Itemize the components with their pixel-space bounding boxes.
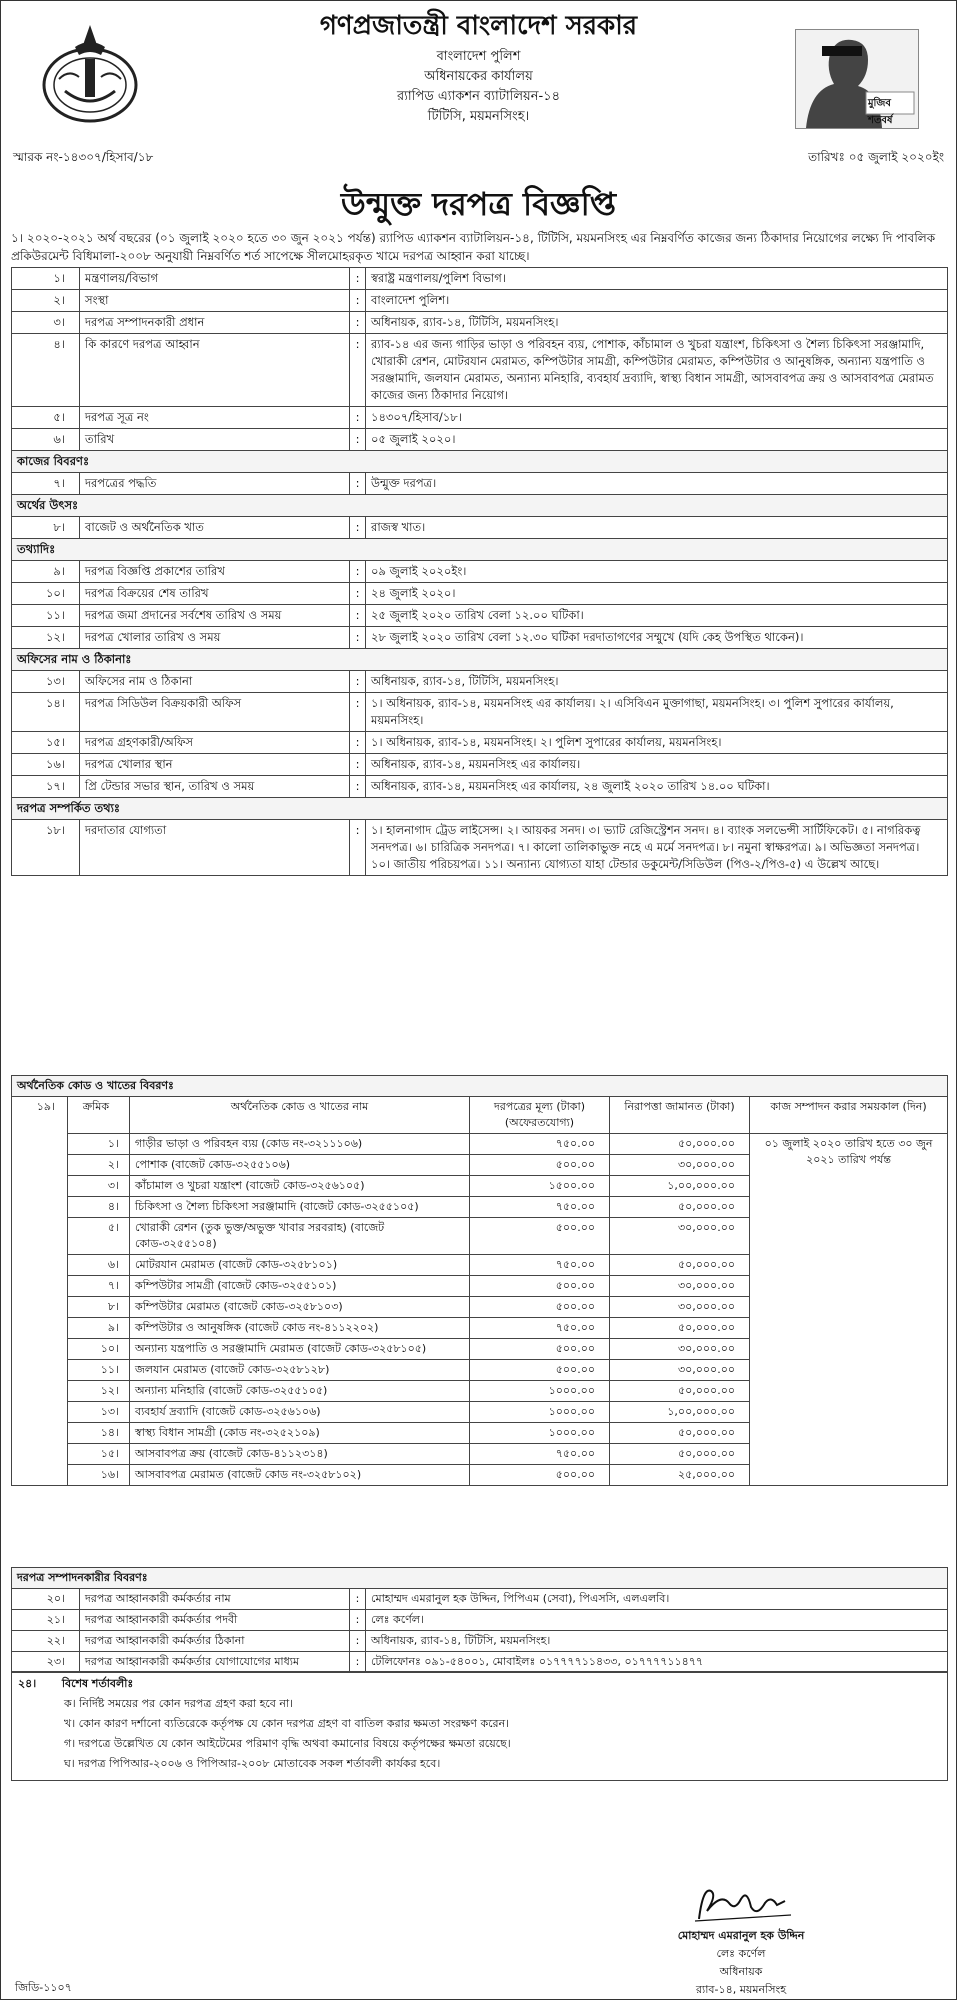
code-price: ৭৫০.০০ xyxy=(470,1197,610,1218)
code-serial: ৯। xyxy=(68,1318,130,1339)
row-number: ১৬। xyxy=(12,754,80,776)
officer-row-number: ২০। xyxy=(12,1589,80,1610)
code-name: অন্যান্য মনিহারি (বাজেট কোড-৩২৫৫১০৫) xyxy=(130,1381,470,1402)
officer-row-number: ২২। xyxy=(12,1631,80,1652)
code-serial: ১০। xyxy=(68,1339,130,1360)
codes-header-name: অর্থনৈতিক কোড ও খাতের নাম xyxy=(130,1097,470,1134)
row-label: দরপত্র খোলার তারিখ ও সময় xyxy=(80,627,350,649)
row-colon: : xyxy=(350,473,366,495)
officer-row-value: মোহাম্মদ এমরানুল হক উদ্দিন, পিপিএম (সেবা), পিএসসি, এলএলবি। xyxy=(366,1589,948,1610)
terms-item: গ। দরপত্রে উল্লেখিত যে কোন আইটেমের পরিমাণ বৃদ্ধি অথবা কমানোর বিষয়ে কর্তৃপক্ষের ক্ষমতা রয়েছে। xyxy=(64,1737,511,1750)
detail-row xyxy=(12,732,948,754)
detail-row xyxy=(12,605,948,627)
signatory-title: অধিনায়ক xyxy=(719,1965,763,1978)
section-row xyxy=(12,798,948,820)
row-number: ১৪। xyxy=(12,693,80,732)
code-price: ৫০০.০০ xyxy=(470,1360,610,1381)
code-security: ৫০,০০০.০০ xyxy=(610,1318,750,1339)
row-value: অধিনায়ক, র‍্যাব-১৪, টিটিসি, ময়মনসিংহ। xyxy=(366,312,948,334)
detail-row xyxy=(12,754,948,776)
row-number: ১৭। xyxy=(12,776,80,798)
row-number: ১৮। xyxy=(12,820,80,876)
code-name: পোশাক (বাজেট কোড-৩২৫৫১০৬) xyxy=(130,1155,470,1176)
code-security: ৩০,০০০.০০ xyxy=(610,1297,750,1318)
detail-row xyxy=(12,693,948,732)
officer-row-label: দরপত্র আহ্বানকারী কর্মকর্তার ঠিকানা xyxy=(80,1631,350,1652)
code-name: জলযান মেরামত (বাজেট কোড-৩২৫৮১২৮) xyxy=(130,1360,470,1381)
code-serial: ২। xyxy=(68,1155,130,1176)
officer-row-colon: : xyxy=(350,1652,366,1673)
row-colon: : xyxy=(350,290,366,312)
row-colon: : xyxy=(350,776,366,798)
row-colon: : xyxy=(350,732,366,754)
code-price: ১০০০.০০ xyxy=(470,1402,610,1423)
row-label: দরপত্র বিক্রয়ের শেষ তারিখ xyxy=(80,583,350,605)
row-value: ১৪৩০৭/হিসাব/১৮। xyxy=(366,407,948,429)
code-security: ৫০,০০০.০০ xyxy=(610,1423,750,1444)
row-number: ৪। xyxy=(12,334,80,407)
code-security: ৩০,০০০.০০ xyxy=(610,1155,750,1176)
row-colon: : xyxy=(350,268,366,290)
section-row xyxy=(12,451,948,473)
officer-row-number: ২১। xyxy=(12,1610,80,1631)
code-serial: ৮। xyxy=(68,1297,130,1318)
signatory-rank: লেঃ কর্ণেল xyxy=(716,1947,766,1960)
code-name: চিকিৎসা ও শৈল্য চিকিৎসা সরঞ্জামাদি (বাজেট কোড-৩২৫৫১০৫) xyxy=(130,1197,470,1218)
row-number: ৮। xyxy=(12,517,80,539)
code-serial: ৭। xyxy=(68,1276,130,1297)
officers-section-title: দরপত্র সম্পাদনকারীর বিবরণঃ xyxy=(12,1568,948,1589)
code-serial: ১। xyxy=(68,1134,130,1155)
code-serial: ৬। xyxy=(68,1255,130,1276)
detail-row xyxy=(12,820,948,876)
signature-icon xyxy=(681,1881,801,1927)
header-line-3: র‍্যাপিড এ্যাকশন ব্যাটালিয়ন-১৪ xyxy=(396,89,561,104)
police-emblem-icon xyxy=(39,19,141,127)
row-colon: : xyxy=(350,517,366,539)
code-name: খোরাকী রেশন (তুক ভুক্ত/অভুক্ত খাবার সরবরাহ) (বাজেট কোড-৩২৫৫১০৪) xyxy=(130,1218,470,1255)
row-number: ৬। xyxy=(12,429,80,451)
row-colon: : xyxy=(350,671,366,693)
row-colon: : xyxy=(350,561,366,583)
row-colon: : xyxy=(350,754,366,776)
code-name: ব্যবহার্য দ্রব্যাদি (বাজেট কোড-৩২৫৬১০৬) xyxy=(130,1402,470,1423)
section-title: দরপত্র সম্পর্কিত তথ্যঃ xyxy=(12,798,948,820)
terms-title: বিশেষ শর্তাবলীঃ xyxy=(61,1677,134,1690)
row-value: অধিনায়ক, র‍্যাব-১৪, ময়মনসিংহ এর কার্যালয়, ২৪ জুলাই ২০২০ তারিখ ১৪.০০ ঘটিকা। xyxy=(366,776,948,798)
row-number: ৯। xyxy=(12,561,80,583)
row-value: বাংলাদেশ পুলিশ। xyxy=(366,290,948,312)
detail-row xyxy=(12,671,948,693)
officer-row xyxy=(12,1631,948,1652)
detail-row xyxy=(12,776,948,798)
code-price: ১০০০.০০ xyxy=(470,1381,610,1402)
code-security: ২৫,০০০.০০ xyxy=(610,1465,750,1486)
row-label: দরদাতার যোগ্যতা xyxy=(80,820,350,876)
detail-row xyxy=(12,473,948,495)
code-price: ৫০০.০০ xyxy=(470,1276,610,1297)
detail-row xyxy=(12,583,948,605)
codes-row-number: ১৯। xyxy=(12,1097,68,1486)
row-colon: : xyxy=(350,693,366,732)
code-security: ৫০,০০০.০০ xyxy=(610,1134,750,1155)
code-security: ৫০,০০০.০০ xyxy=(610,1444,750,1465)
code-serial: ১১। xyxy=(68,1360,130,1381)
code-serial: ১৪। xyxy=(68,1423,130,1444)
notice-date: তারিখঃ ০৫ জুলাই ২০২০ইং xyxy=(808,150,944,164)
signatory-unit: র‍্যাব-১৪, ময়মনসিংহ xyxy=(696,1983,786,1996)
row-number: ২। xyxy=(12,290,80,312)
codes-header-serial: ক্রমিক xyxy=(68,1097,130,1134)
row-colon: : xyxy=(350,429,366,451)
row-value: ২৫ জুলাই ২০২০ তারিখ বেলা ১২.০০ ঘটিকা। xyxy=(366,605,948,627)
code-security: ৫০,০০০.০০ xyxy=(610,1255,750,1276)
section-row xyxy=(12,649,948,671)
row-colon: : xyxy=(350,334,366,407)
detail-row xyxy=(12,334,948,407)
footer-code: জিডি-১১০৭ xyxy=(15,1981,72,1994)
code-name: কাঁচামাল ও খুচরা যন্ত্রাংশ (বাজেট কোড-৩২৫৬১০৫) xyxy=(130,1176,470,1197)
terms-number: ২৪। xyxy=(18,1677,37,1690)
section-row xyxy=(12,539,948,561)
row-label: কি কারণে দরপত্র আহ্বান xyxy=(80,334,350,407)
row-label: দরপত্র গ্রহণকারী/অফিস xyxy=(80,732,350,754)
row-label: দরপত্র বিজ্ঞপ্তি প্রকাশের তারিখ xyxy=(80,561,350,583)
terms-item: ক। নির্দিষ্ট সময়ের পর কোন দরপত্র গ্রহণ করা হবে না। xyxy=(64,1697,294,1710)
row-colon: : xyxy=(350,583,366,605)
header-line-1: বাংলাদেশ পুলিশ xyxy=(436,49,521,64)
code-security: ৩০,০০০.০০ xyxy=(610,1360,750,1381)
officer-row-label: দরপত্র আহ্বানকারী কর্মকর্তার নাম xyxy=(80,1589,350,1610)
row-colon: : xyxy=(350,627,366,649)
row-value: ২৪ জুলাই ২০২০। xyxy=(366,583,948,605)
row-colon: : xyxy=(350,407,366,429)
code-price: ৫০০.০০ xyxy=(470,1297,610,1318)
section-title: তথ্যাদিঃ xyxy=(12,539,948,561)
notice-title: উন্মুক্ত দরপত্র বিজ্ঞপ্তি xyxy=(340,185,617,223)
intro-paragraph: ১। ২০২০-২০২১ অর্থ বছরের (০১ জুলাই ২০২০ হতে ৩০ জুন ২০২১ পর্যন্ত) র‍্যাপিড এ্যাকশন ব্যাটালিয়ন-১৪, টিটিসি, ময়মনসিংহ এর নিম্নবর্ণিত কাজের জন্য ঠিকাদার নিয়োগের লক্ষ্যে দি পাবলিক প্রকিউরমেন্ট বিধিমালা-২০০৮ অনুযায়ী নিম্নবর্ণিত শর্ত সাপেক্ষে সীলমোহরকৃত খামে দরপত্র আহ্বান করা যাচ্ছে। xyxy=(11,231,936,263)
code-security: ৫০,০০০.০০ xyxy=(610,1197,750,1218)
row-label: অফিসের নাম ও ঠিকানা xyxy=(80,671,350,693)
code-serial: ১৩। xyxy=(68,1402,130,1423)
row-label: দরপত্র জমা প্রদানের সর্বশেষ তারিখ ও সময় xyxy=(80,605,350,627)
row-number: ১০। xyxy=(12,583,80,605)
row-number: ১। xyxy=(12,268,80,290)
section-title: অর্থের উৎসঃ xyxy=(12,495,948,517)
row-value: ২৮ জুলাই ২০২০ তারিখ বেলা ১২.৩০ ঘটিকা দরদাতাগণের সম্মুখে (যদি কেহ উপস্থিত থাকেন)। xyxy=(366,627,948,649)
codes-header-period: কাজ সম্পাদন করার সময়কাল (দিন) xyxy=(750,1097,948,1134)
terms-item: খ। কোন কারণ দর্শানো ব্যতিরেকে কর্তৃপক্ষ যে কোন দরপত্র গ্রহণ বা বাতিল করার ক্ষমতা সংরক্ষণ করেন। xyxy=(64,1717,510,1730)
row-colon: : xyxy=(350,820,366,876)
officer-row-colon: : xyxy=(350,1631,366,1652)
row-number: ৩। xyxy=(12,312,80,334)
code-price: ৭৫০.০০ xyxy=(470,1444,610,1465)
row-value: স্বরাষ্ট্র মন্ত্রণালয়/পুলিশ বিভাগ। xyxy=(366,268,948,290)
row-number: ৫। xyxy=(12,407,80,429)
code-name: আসবাবপত্র মেরামত (বাজেট কোড নং-৩২৫৮১০২) xyxy=(130,1465,470,1486)
code-security: ৩০,০০০.০০ xyxy=(610,1339,750,1360)
officer-row xyxy=(12,1652,948,1673)
memo-number: স্মারক নং-১৪৩০৭/হিসাব/১৮ xyxy=(13,150,154,164)
row-value: ১। অধিনায়ক, র‍্যাব-১৪, ময়মনসিংহ এর কার্যালয়। ২। এসিবিএন মুক্তাগাছা, ময়মনসিংহ। ৩। পুলিশ সুপারের কার্যালয়, ময়মনসিংহ। xyxy=(366,693,948,732)
portrait-caption: মুজিব শতবর্ষ xyxy=(868,98,893,126)
row-colon: : xyxy=(350,605,366,627)
row-label: প্রি টেন্ডার সভার স্থান, তারিখ ও সময় xyxy=(80,776,350,798)
code-security: ৫০,০০০.০০ xyxy=(610,1381,750,1402)
signature-block xyxy=(611,1881,871,1999)
code-serial: ১২। xyxy=(68,1381,130,1402)
codes-header-price: দরপত্রের মূল্য (টাকা) (অফেরতযোগ্য) xyxy=(470,1097,610,1134)
code-name: অন্যান্য যন্ত্রপাতি ও সরঞ্জামাদি মেরামত (বাজেট কোড-৩২৫৮১০৫) xyxy=(130,1339,470,1360)
row-number: ১১। xyxy=(12,605,80,627)
code-security: ৩০,০০০.০০ xyxy=(610,1218,750,1255)
row-value: ১। অধিনায়ক, র‍্যাব-১৪, ময়মনসিংহ। ২। পুলিশ সুপারের কার্যালয়, ময়মনসিংহ। xyxy=(366,732,948,754)
portrait-photo xyxy=(795,29,919,129)
code-period: ০১ জুলাই ২০২০ তারিখ হতে ৩০ জুন ২০২১ তারিখ পর্যন্ত xyxy=(750,1134,948,1486)
signatory-name: মোহাম্মদ এমরানুল হক উদ্দিন xyxy=(677,1929,805,1942)
code-price: ৭৫০.০০ xyxy=(470,1318,610,1339)
codes-section-title: অর্থনৈতিক কোড ও খাতের বিবরণঃ xyxy=(12,1076,948,1097)
detail-row xyxy=(12,290,948,312)
officer-row xyxy=(12,1610,948,1631)
row-value: র‍্যাব-১৪ এর জন্য গাড়ির ভাড়া ও পরিবহন ব্যয়, পোশাক, কাঁচামাল ও খুচরা যন্ত্রাংশ, চিকিৎসা ও শৈল্য চিকিৎসা সরঞ্জামাদি, খোরাকী রেশন, মোটরযান মেরামত, কম্পিউটার সামগ্রী, কম্পিউটার মেরামত, কম্পিউটার ও আনুষঙ্গিক, অন্যান্য যন্ত্রপাতি ও সরঞ্জামাদি, জলযান মেরামত, অন্যান্য মনিহারি, ব্যবহার্য দ্রব্যাদি, স্বাস্থ্য বিধান সামগ্রী, আসবাবপত্র ক্রয় ও আসবাবপত্র মেরামত কাজের জন্য ঠিকাদার নিয়োগ। xyxy=(366,334,948,407)
detail-row xyxy=(12,407,948,429)
code-security: ৩০,০০০.০০ xyxy=(610,1276,750,1297)
detail-row xyxy=(12,268,948,290)
row-label: মন্ত্রণালয়/বিভাগ xyxy=(80,268,350,290)
detail-row xyxy=(12,312,948,334)
row-value: ০৯ জুলাই ২০২০ইং। xyxy=(366,561,948,583)
row-label: দরপত্র সিডিউল বিক্রয়কারী অফিস xyxy=(80,693,350,732)
row-label: দরপত্র খোলার স্থান xyxy=(80,754,350,776)
terms-item: ঘ। দরপত্র পিপিআর-২০০৬ ও পিপিআর-২০০৮ মোতাবেক সকল শর্তাবলী কার্যকর হবে। xyxy=(64,1757,441,1770)
row-label: দরপত্র সূত্র নং xyxy=(80,407,350,429)
row-value: উন্মুক্ত দরপত্র। xyxy=(366,473,948,495)
code-name: গাড়ীর ভাড়া ও পরিবহন ব্যয় (কোড নং-৩২১১১০৬) xyxy=(130,1134,470,1155)
code-name: কম্পিউটার সামগ্রী (বাজেট কোড-৩২৫৫১০১) xyxy=(130,1276,470,1297)
row-label: সংস্থা xyxy=(80,290,350,312)
row-label: বাজেট ও অর্থনৈতিক খাত xyxy=(80,517,350,539)
detail-row xyxy=(12,627,948,649)
notice-header xyxy=(1,1,956,223)
header-line-2: অধিনায়কের কার্যালয় xyxy=(424,69,533,84)
code-item-row xyxy=(12,1134,948,1155)
section-title: কাজের বিবরণঃ xyxy=(12,451,948,473)
row-value: ১। হালনাগাদ ট্রেড লাইসেন্স। ২। আয়কর সনদ। ৩। ভ্যাট রেজিস্ট্রেশন সনদ। ৪। ব্যাংক সলভেন্সী সার্টিফিকেট। ৫। নাগরিকত্ব সনদপত্র। ৬। চারিত্রিক সনদপত্র। ৭। কালো তালিকাভুক্ত নহে এ মর্মে সনদপত্র। ৮। নমুনা স্বাক্ষরপত্র। ৯। অভিজ্ঞতা সনদপত্র। ১০। জাতীয় পরিচয়পত্র। ১১। অন্যান্য যোগ্যতা যাহা টেন্ডার ডকুমেন্ট/সিডিউল (পিও-২/পিও-৫) এ উল্লেখ আছে। xyxy=(366,820,948,876)
row-label: দরপত্রের পদ্ধতি xyxy=(80,473,350,495)
code-price: ৫০০.০০ xyxy=(470,1218,610,1255)
officer-row-colon: : xyxy=(350,1610,366,1631)
officer-row-label: দরপত্র আহ্বানকারী কর্মকর্তার যোগাযোগের মাধ্যম xyxy=(80,1652,350,1673)
section-title: অফিসের নাম ও ঠিকানাঃ xyxy=(12,649,948,671)
code-name: কম্পিউটার মেরামত (বাজেট কোড-৩২৫৮১০৩) xyxy=(130,1297,470,1318)
header-line-4: টিটিসি, ময়মনসিংহ। xyxy=(427,109,530,124)
officer-row-label: দরপত্র আহ্বানকারী কর্মকর্তার পদবী xyxy=(80,1610,350,1631)
code-serial: ১৬। xyxy=(68,1465,130,1486)
code-name: কম্পিউটার ও আনুষঙ্গিক (বাজেট কোড নং-৪১১২২০২) xyxy=(130,1318,470,1339)
row-number: ১৩। xyxy=(12,671,80,693)
officer-row-value: লেঃ কর্ণেল। xyxy=(366,1610,948,1631)
code-serial: ৩। xyxy=(68,1176,130,1197)
code-price: ৭৫০.০০ xyxy=(470,1255,610,1276)
row-value: অধিনায়ক, র‍্যাব-১৪, টিটিসি, ময়মনসিংহ। xyxy=(366,671,948,693)
detail-row xyxy=(12,561,948,583)
code-name: মোটরযান মেরামত (বাজেট কোড-৩২৫৮১০১) xyxy=(130,1255,470,1276)
economic-code-table xyxy=(11,1075,948,1486)
code-price: ৫০০.০০ xyxy=(470,1339,610,1360)
row-number: ১২। xyxy=(12,627,80,649)
code-name: স্বাস্থ্য বিধান সামগ্রী (কোড নং-৩২৫২১০৯) xyxy=(130,1423,470,1444)
code-price: ১০০০.০০ xyxy=(470,1423,610,1444)
officer-row-colon: : xyxy=(350,1589,366,1610)
terms-heading xyxy=(18,1674,941,1694)
officer-table xyxy=(11,1567,948,1673)
row-label: দরপত্র সম্পাদনকারী প্রধান xyxy=(80,312,350,334)
detail-row xyxy=(12,517,948,539)
details-table xyxy=(11,267,948,876)
row-label: তারিখ xyxy=(80,429,350,451)
special-terms xyxy=(11,1671,948,1781)
code-price: ৭৫০.০০ xyxy=(470,1134,610,1155)
row-value: ০৫ জুলাই ২০২০। xyxy=(366,429,948,451)
officer-row xyxy=(12,1589,948,1610)
section-row xyxy=(12,495,948,517)
codes-header-security: নিরাপত্তা জামানত (টাকা) xyxy=(610,1097,750,1134)
code-security: ১,০০,০০০.০০ xyxy=(610,1176,750,1197)
row-number: ৭। xyxy=(12,473,80,495)
officer-row-value: অধিনায়ক, র‍্যাব-১৪, টিটিসি, ময়মনসিংহ। xyxy=(366,1631,948,1652)
code-serial: ৫। xyxy=(68,1218,130,1255)
code-price: ৫০০.০০ xyxy=(470,1155,610,1176)
code-security: ১,০০,০০০.০০ xyxy=(610,1402,750,1423)
code-price: ১৫০০.০০ xyxy=(470,1176,610,1197)
code-serial: ৪। xyxy=(68,1197,130,1218)
row-number: ১৫। xyxy=(12,732,80,754)
government-title: গণপ্রজাতন্ত্রী বাংলাদেশ সরকার xyxy=(319,11,638,41)
officer-row-value: টেলিফোনঃ ০৯১-৫৪০০১, মোবাইলঃ ০১৭৭৭৭১১৪৩৩, ০১৭৭৭৭১১৪৭৭ xyxy=(366,1652,948,1673)
row-colon: : xyxy=(350,312,366,334)
officer-row-number: ২৩। xyxy=(12,1652,80,1673)
detail-row xyxy=(12,429,948,451)
code-serial: ১৫। xyxy=(68,1444,130,1465)
row-value: রাজস্ব খাত। xyxy=(366,517,948,539)
code-name: আসবাবপত্র ক্রয় (বাজেট কোড-৪১১২৩১৪) xyxy=(130,1444,470,1465)
code-price: ৫০০.০০ xyxy=(470,1465,610,1486)
row-value: অধিনায়ক, র‍্যাব-১৪, ময়মনসিংহ এর কার্যালয়। xyxy=(366,754,948,776)
